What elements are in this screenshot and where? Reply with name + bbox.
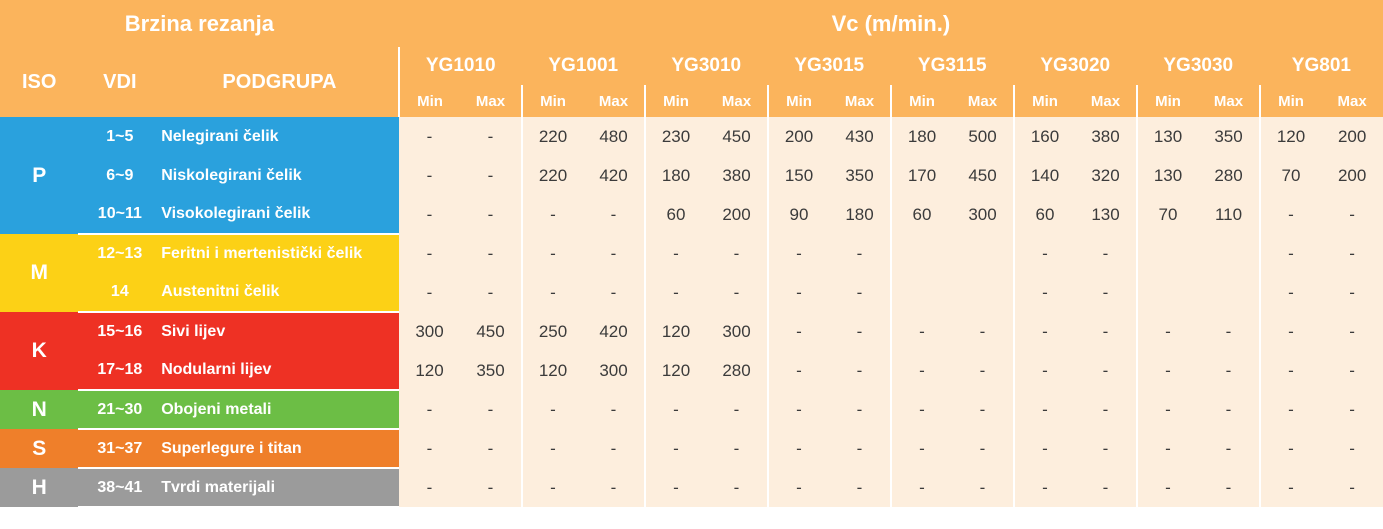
value-cell: -	[1075, 429, 1137, 468]
table-row	[0, 468, 1383, 507]
value-cell: -	[583, 234, 645, 273]
grade-header-5: YG3020	[1014, 47, 1137, 85]
value-cell: -	[645, 234, 707, 273]
value-cell: -	[583, 429, 645, 468]
minmax-min-0: Min	[399, 85, 461, 117]
value-cell	[1198, 273, 1260, 312]
value-cell: -	[1260, 390, 1322, 429]
subgroup-cell: Superlegure i titan	[161, 429, 399, 468]
value-cell: -	[1075, 273, 1137, 312]
value-cell: -	[1075, 351, 1137, 390]
value-cell: 180	[891, 117, 953, 156]
value-cell: -	[460, 234, 522, 273]
value-cell: -	[952, 468, 1014, 507]
table-row	[0, 156, 1383, 195]
value-cell: -	[399, 195, 461, 234]
value-cell: 300	[706, 312, 768, 351]
value-cell: 180	[829, 195, 891, 234]
subgroup-cell: Feritni i mertenistički čelik	[161, 234, 399, 273]
title-brzina-rezanja: Brzina rezanja	[0, 0, 399, 47]
grade-header-3: YG3015	[768, 47, 891, 85]
value-cell: 130	[1137, 117, 1199, 156]
value-cell: 220	[522, 117, 584, 156]
value-cell: -	[399, 468, 461, 507]
vdi-cell: 10~11	[78, 195, 161, 234]
value-cell: -	[399, 390, 461, 429]
value-cell: 420	[583, 312, 645, 351]
value-cell: 120	[1260, 117, 1322, 156]
value-cell: 320	[1075, 156, 1137, 195]
value-cell: -	[1198, 390, 1260, 429]
table-row	[0, 429, 1383, 468]
table-body	[0, 117, 1383, 507]
value-cell: -	[829, 312, 891, 351]
grade-header-1: YG1001	[522, 47, 645, 85]
minmax-max-7: Max	[1321, 85, 1383, 117]
value-cell: -	[1137, 390, 1199, 429]
grade-header-4: YG3115	[891, 47, 1014, 85]
value-cell: -	[460, 429, 522, 468]
value-cell: -	[768, 312, 830, 351]
value-cell: -	[1137, 312, 1199, 351]
value-cell: 350	[1198, 117, 1260, 156]
subgroup-cell: Nodularni lijev	[161, 351, 399, 390]
value-cell: -	[1075, 390, 1137, 429]
value-cell	[891, 273, 953, 312]
value-cell: -	[460, 273, 522, 312]
table-row	[0, 195, 1383, 234]
value-cell: -	[891, 429, 953, 468]
value-cell: 120	[645, 312, 707, 351]
value-cell: 230	[645, 117, 707, 156]
minmax-max-2: Max	[706, 85, 768, 117]
value-cell: 500	[952, 117, 1014, 156]
table-row	[0, 351, 1383, 390]
value-cell: 160	[1014, 117, 1076, 156]
value-cell: -	[829, 468, 891, 507]
column-header-iso: ISO	[0, 47, 78, 117]
minmax-max-0: Max	[460, 85, 522, 117]
value-cell: -	[706, 234, 768, 273]
value-cell: 350	[829, 156, 891, 195]
table-row	[0, 117, 1383, 156]
value-cell: -	[399, 273, 461, 312]
value-cell: -	[1137, 468, 1199, 507]
value-cell: 70	[1260, 156, 1322, 195]
value-cell: 60	[645, 195, 707, 234]
value-cell: -	[1260, 234, 1322, 273]
value-cell: -	[829, 351, 891, 390]
value-cell: -	[1260, 429, 1322, 468]
value-cell: -	[891, 390, 953, 429]
iso-group-n: N	[0, 390, 78, 429]
title-vc: Vc (m/min.)	[399, 0, 1383, 47]
value-cell: -	[1321, 312, 1383, 351]
value-cell: -	[1260, 312, 1322, 351]
value-cell: -	[522, 195, 584, 234]
value-cell: -	[829, 273, 891, 312]
value-cell: -	[1321, 429, 1383, 468]
value-cell: -	[1014, 468, 1076, 507]
value-cell: -	[1260, 195, 1322, 234]
value-cell: -	[1198, 312, 1260, 351]
vdi-cell: 6~9	[78, 156, 161, 195]
value-cell: 130	[1137, 156, 1199, 195]
value-cell: -	[891, 468, 953, 507]
value-cell: -	[399, 117, 461, 156]
table-header	[0, 0, 1383, 117]
value-cell: 280	[1198, 156, 1260, 195]
value-cell: -	[768, 234, 830, 273]
value-cell	[1137, 273, 1199, 312]
value-cell: 300	[399, 312, 461, 351]
value-cell: -	[522, 234, 584, 273]
title-row	[0, 0, 1383, 47]
value-cell: -	[522, 429, 584, 468]
value-cell: 180	[645, 156, 707, 195]
value-cell	[1198, 234, 1260, 273]
value-cell: -	[460, 156, 522, 195]
value-cell: -	[522, 273, 584, 312]
value-cell: -	[1321, 390, 1383, 429]
value-cell: -	[768, 351, 830, 390]
value-cell: -	[768, 468, 830, 507]
vdi-cell: 1~5	[78, 117, 161, 156]
value-cell: 280	[706, 351, 768, 390]
subgroup-cell: Nelegirani čelik	[161, 117, 399, 156]
grade-header-2: YG3010	[645, 47, 768, 85]
value-cell: -	[1014, 312, 1076, 351]
subgroup-cell: Sivi lijev	[161, 312, 399, 351]
value-cell: 200	[768, 117, 830, 156]
value-cell: -	[829, 234, 891, 273]
value-cell: -	[952, 351, 1014, 390]
value-cell: 350	[460, 351, 522, 390]
value-cell: -	[829, 429, 891, 468]
value-cell: -	[645, 273, 707, 312]
value-cell: 110	[1198, 195, 1260, 234]
value-cell: 130	[1075, 195, 1137, 234]
grade-header-7: YG801	[1260, 47, 1383, 85]
value-cell: -	[1075, 468, 1137, 507]
iso-group-s: S	[0, 429, 78, 468]
value-cell: -	[952, 429, 1014, 468]
value-cell: -	[768, 429, 830, 468]
vdi-cell: 15~16	[78, 312, 161, 351]
value-cell: 420	[583, 156, 645, 195]
minmax-min-2: Min	[645, 85, 707, 117]
value-cell: -	[460, 195, 522, 234]
minmax-max-6: Max	[1198, 85, 1260, 117]
minmax-min-7: Min	[1260, 85, 1322, 117]
subgroup-cell: Visokolegirani čelik	[161, 195, 399, 234]
subgroup-cell: Tvrdi materijali	[161, 468, 399, 507]
value-cell: 200	[706, 195, 768, 234]
value-cell: -	[645, 429, 707, 468]
value-cell: -	[952, 312, 1014, 351]
value-cell: -	[522, 468, 584, 507]
iso-group-p: P	[0, 117, 78, 234]
value-cell: -	[1198, 351, 1260, 390]
value-cell: -	[1321, 468, 1383, 507]
minmax-max-5: Max	[1075, 85, 1137, 117]
value-cell: -	[1321, 234, 1383, 273]
vdi-cell: 12~13	[78, 234, 161, 273]
grade-header-6: YG3030	[1137, 47, 1260, 85]
value-cell: 300	[952, 195, 1014, 234]
value-cell: 120	[522, 351, 584, 390]
minmax-min-3: Min	[768, 85, 830, 117]
value-cell: -	[706, 468, 768, 507]
value-cell: 170	[891, 156, 953, 195]
column-header-podgrupa: PODGRUPA	[161, 47, 399, 117]
value-cell: -	[645, 468, 707, 507]
value-cell: -	[829, 390, 891, 429]
vdi-cell: 31~37	[78, 429, 161, 468]
vdi-cell: 17~18	[78, 351, 161, 390]
minmax-max-1: Max	[583, 85, 645, 117]
subgroup-cell: Niskolegirani čelik	[161, 156, 399, 195]
table-row	[0, 390, 1383, 429]
value-cell: 140	[1014, 156, 1076, 195]
value-cell: -	[583, 195, 645, 234]
value-cell: -	[1260, 468, 1322, 507]
value-cell: 90	[768, 195, 830, 234]
value-cell: 450	[706, 117, 768, 156]
value-cell	[891, 234, 953, 273]
grade-header-0: YG1010	[399, 47, 522, 85]
value-cell: 200	[1321, 156, 1383, 195]
value-cell: -	[1260, 351, 1322, 390]
value-cell: -	[891, 351, 953, 390]
value-cell: -	[706, 429, 768, 468]
value-cell: 300	[583, 351, 645, 390]
value-cell: 450	[952, 156, 1014, 195]
value-cell: -	[399, 429, 461, 468]
iso-group-m: M	[0, 234, 78, 312]
value-cell: -	[706, 273, 768, 312]
table-row	[0, 273, 1383, 312]
minmax-max-3: Max	[829, 85, 891, 117]
value-cell: -	[583, 273, 645, 312]
value-cell: -	[1321, 351, 1383, 390]
minmax-min-6: Min	[1137, 85, 1199, 117]
value-cell: -	[1198, 429, 1260, 468]
value-cell	[1137, 234, 1199, 273]
value-cell: 250	[522, 312, 584, 351]
value-cell: -	[399, 234, 461, 273]
value-cell: -	[891, 312, 953, 351]
value-cell: -	[1014, 273, 1076, 312]
value-cell: 120	[399, 351, 461, 390]
value-cell: -	[952, 390, 1014, 429]
value-cell: -	[522, 390, 584, 429]
value-cell: 430	[829, 117, 891, 156]
value-cell: -	[1321, 273, 1383, 312]
value-cell: 60	[891, 195, 953, 234]
value-cell: 450	[460, 312, 522, 351]
value-cell: 380	[706, 156, 768, 195]
value-cell: -	[399, 156, 461, 195]
grade-name-row	[0, 47, 1383, 85]
value-cell: -	[1075, 234, 1137, 273]
value-cell: 480	[583, 117, 645, 156]
value-cell: -	[583, 468, 645, 507]
vdi-cell: 38~41	[78, 468, 161, 507]
value-cell: -	[1137, 351, 1199, 390]
value-cell: 150	[768, 156, 830, 195]
value-cell: -	[1014, 234, 1076, 273]
iso-group-h: H	[0, 468, 78, 507]
value-cell: -	[1198, 468, 1260, 507]
value-cell: -	[1014, 429, 1076, 468]
value-cell: -	[460, 117, 522, 156]
value-cell: -	[1014, 390, 1076, 429]
iso-group-k: K	[0, 312, 78, 390]
value-cell: -	[460, 468, 522, 507]
minmax-min-1: Min	[522, 85, 584, 117]
vdi-cell: 21~30	[78, 390, 161, 429]
value-cell	[952, 273, 1014, 312]
value-cell: 220	[522, 156, 584, 195]
value-cell: -	[1075, 312, 1137, 351]
value-cell: -	[583, 390, 645, 429]
minmax-min-4: Min	[891, 85, 953, 117]
value-cell: -	[1137, 429, 1199, 468]
value-cell	[952, 234, 1014, 273]
value-cell: -	[1260, 273, 1322, 312]
value-cell: -	[460, 390, 522, 429]
value-cell: -	[1321, 195, 1383, 234]
value-cell: -	[768, 390, 830, 429]
table-row	[0, 234, 1383, 273]
value-cell: 200	[1321, 117, 1383, 156]
value-cell: 120	[645, 351, 707, 390]
subgroup-cell: Austenitni čelik	[161, 273, 399, 312]
table-row	[0, 312, 1383, 351]
value-cell: 70	[1137, 195, 1199, 234]
subgroup-cell: Obojeni metali	[161, 390, 399, 429]
value-cell: -	[706, 390, 768, 429]
value-cell: 380	[1075, 117, 1137, 156]
value-cell: 60	[1014, 195, 1076, 234]
column-header-vdi: VDI	[78, 47, 161, 117]
vdi-cell: 14	[78, 273, 161, 312]
value-cell: -	[768, 273, 830, 312]
value-cell: -	[645, 390, 707, 429]
value-cell: -	[1014, 351, 1076, 390]
minmax-max-4: Max	[952, 85, 1014, 117]
minmax-min-5: Min	[1014, 85, 1076, 117]
